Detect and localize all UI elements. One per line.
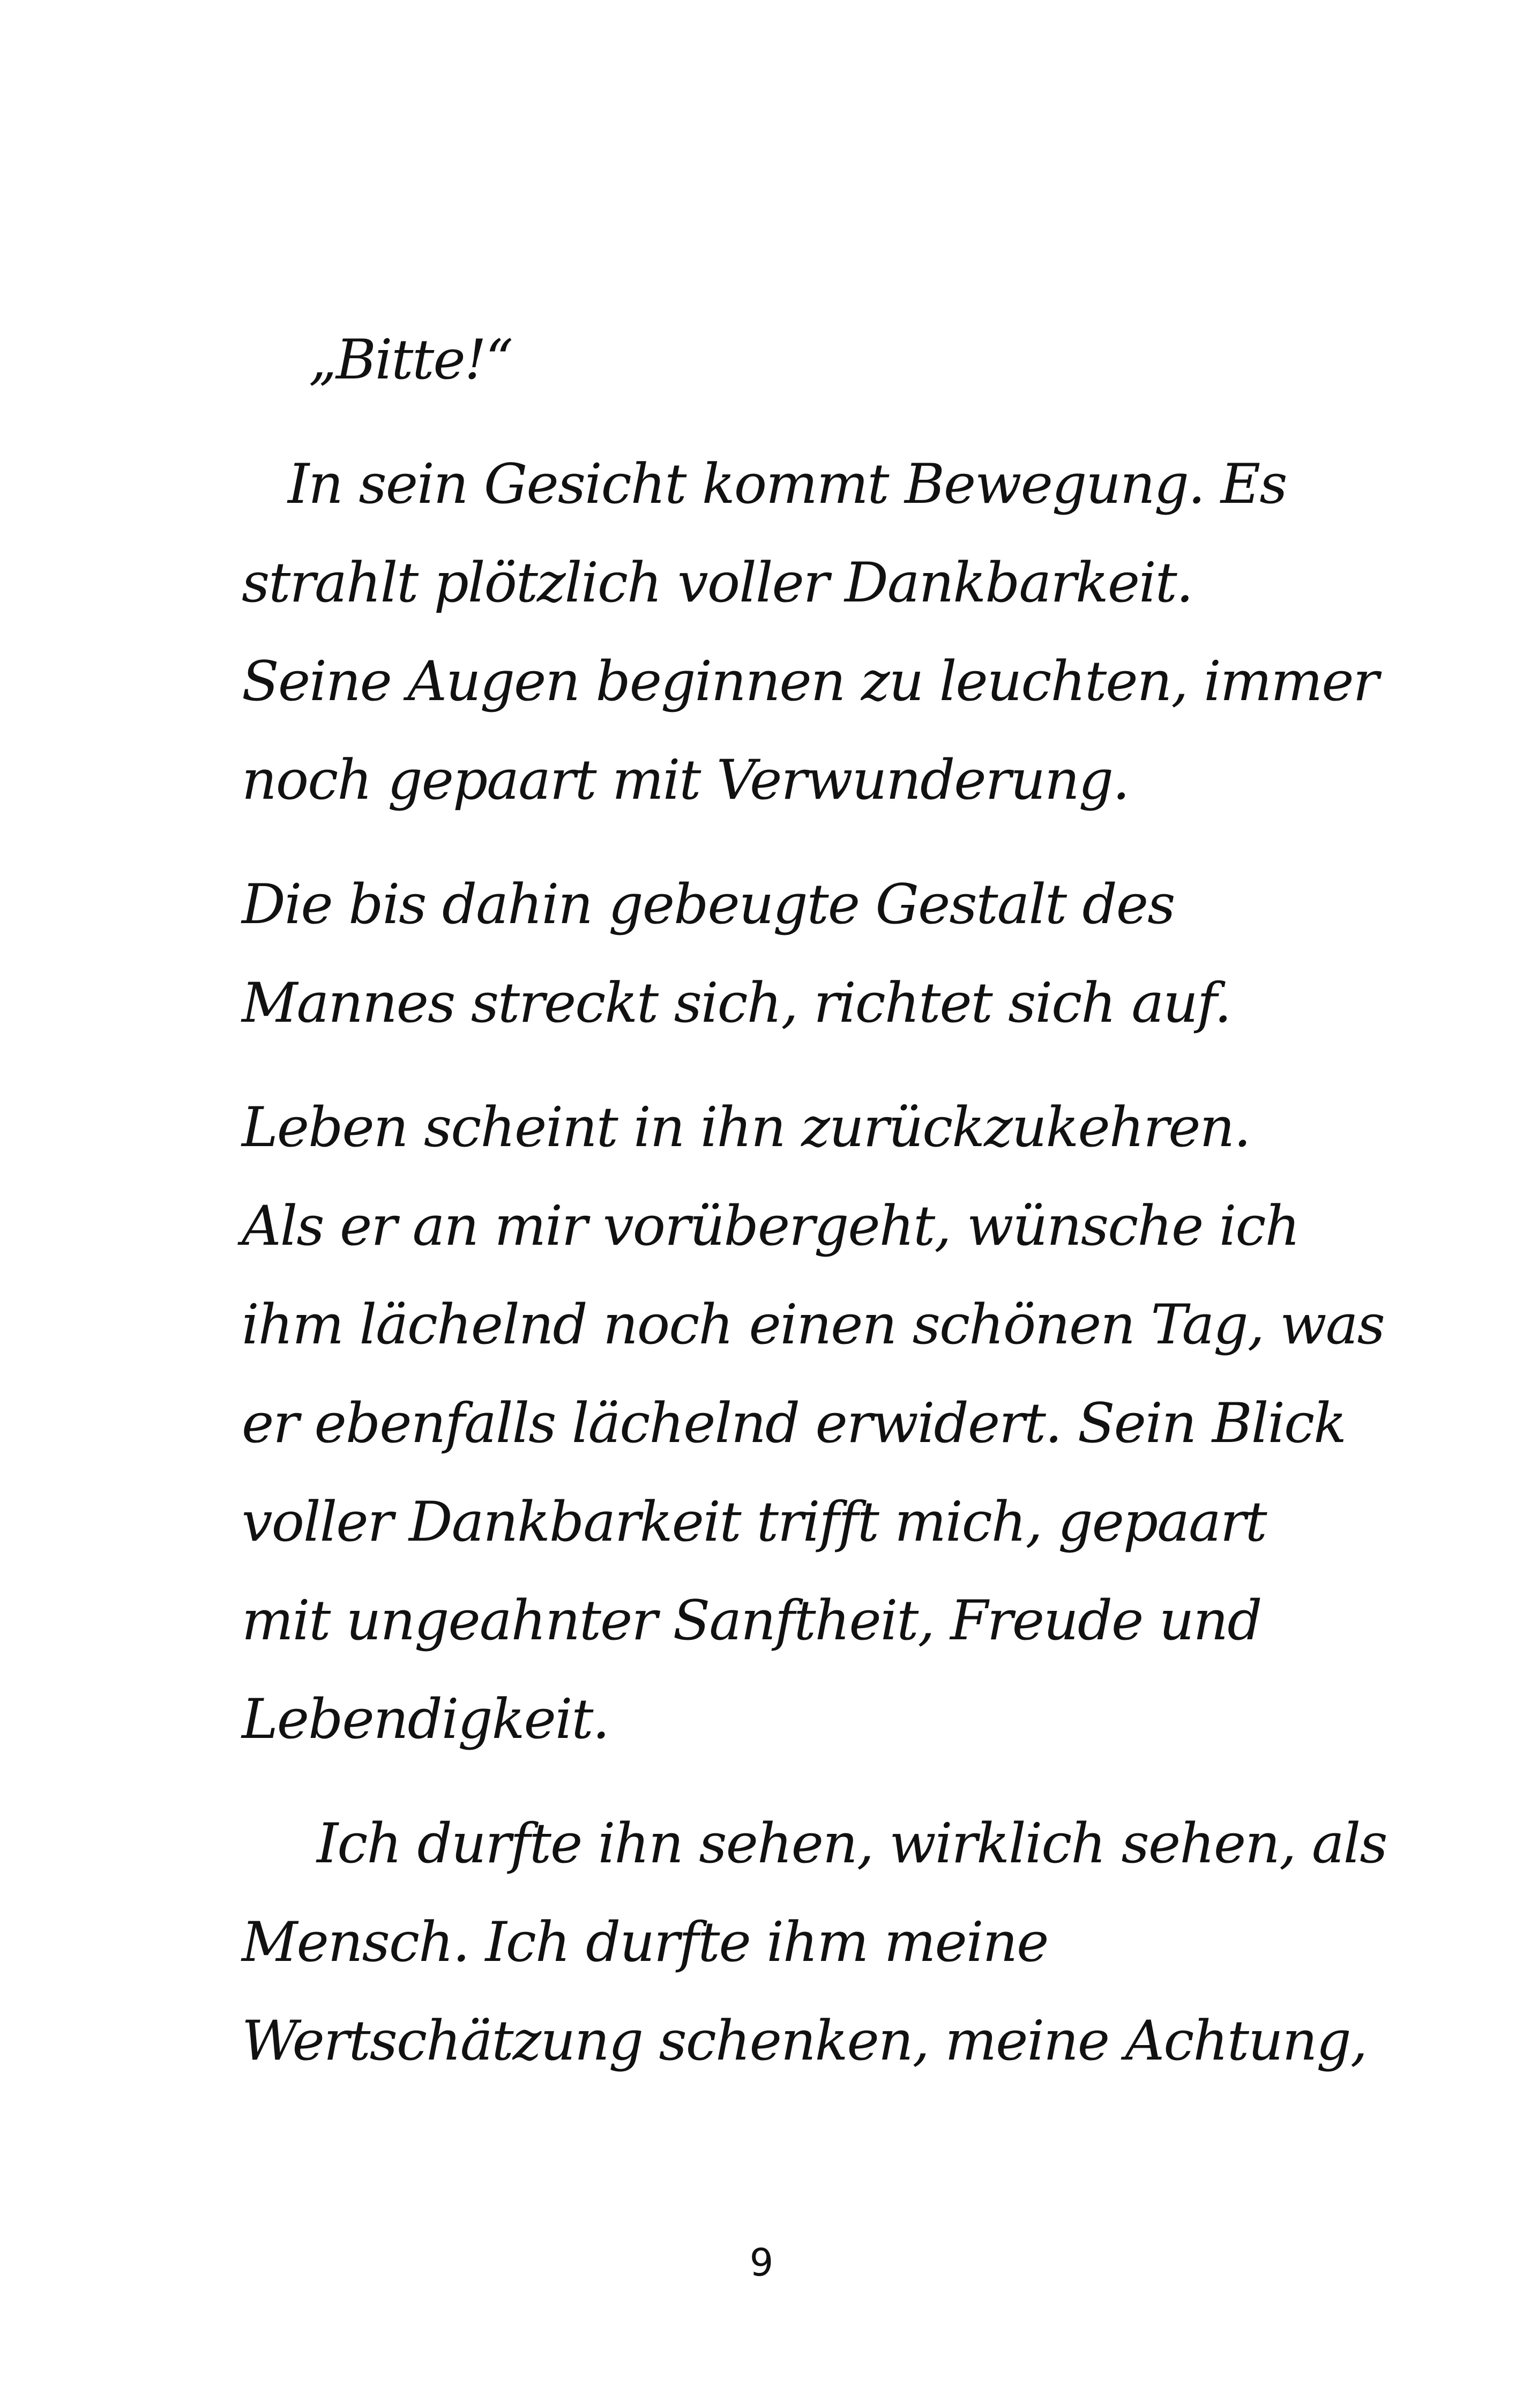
text-line: „Bitte!“ <box>309 328 512 392</box>
text-line: Seine Augen beginnen zu leuchten, immer <box>242 650 1378 714</box>
text-line: noch gepaart mit Verwunderung. <box>242 748 1129 812</box>
paragraph-5 <box>242 1795 1387 2091</box>
text-line: ihm lächelnd noch einen schönen Tag, was <box>242 1293 1384 1357</box>
body-text <box>242 311 1387 2091</box>
paragraph-3 <box>242 856 1313 1053</box>
text-line: strahlt plötzlich voller Dankbarkeit. <box>242 551 1193 615</box>
paragraph-1 <box>242 311 1313 410</box>
text-line: mit ungeahnter Sanftheit, Freude und <box>242 1589 1261 1653</box>
text-line: er ebenfalls lächelnd erwidert. Sein Blick <box>242 1392 1346 1455</box>
text-line: Mannes streckt sich, richtet sich auf. <box>242 971 1231 1035</box>
text-line: voller Dankbarkeit trifft mich, gepaart <box>242 1490 1266 1554</box>
text-line: Ich durfte ihn sehen, wirklich sehen, als <box>317 1812 1387 1876</box>
text-line: Die bis dahin gebeugte Gestalt des <box>242 873 1175 937</box>
text-line: Lebendigkeit. <box>242 1688 609 1751</box>
text-line: In sein Gesicht kommt Bewegung. Es <box>288 452 1287 516</box>
page-number: 9 <box>749 2241 774 2285</box>
text-line: Leben scheint in ihn zurückzukehren. <box>242 1096 1250 1160</box>
text-line: Als er an mir vorübergeht, wünsche ich <box>242 1194 1300 1258</box>
paragraph-4 <box>242 1079 1384 1769</box>
paragraph-2 <box>242 435 1378 830</box>
text-line: Wertschätzung schenken, meine Achtung, <box>242 2009 1367 2073</box>
text-line: Mensch. Ich durfte ihm meine <box>242 1911 1048 1974</box>
